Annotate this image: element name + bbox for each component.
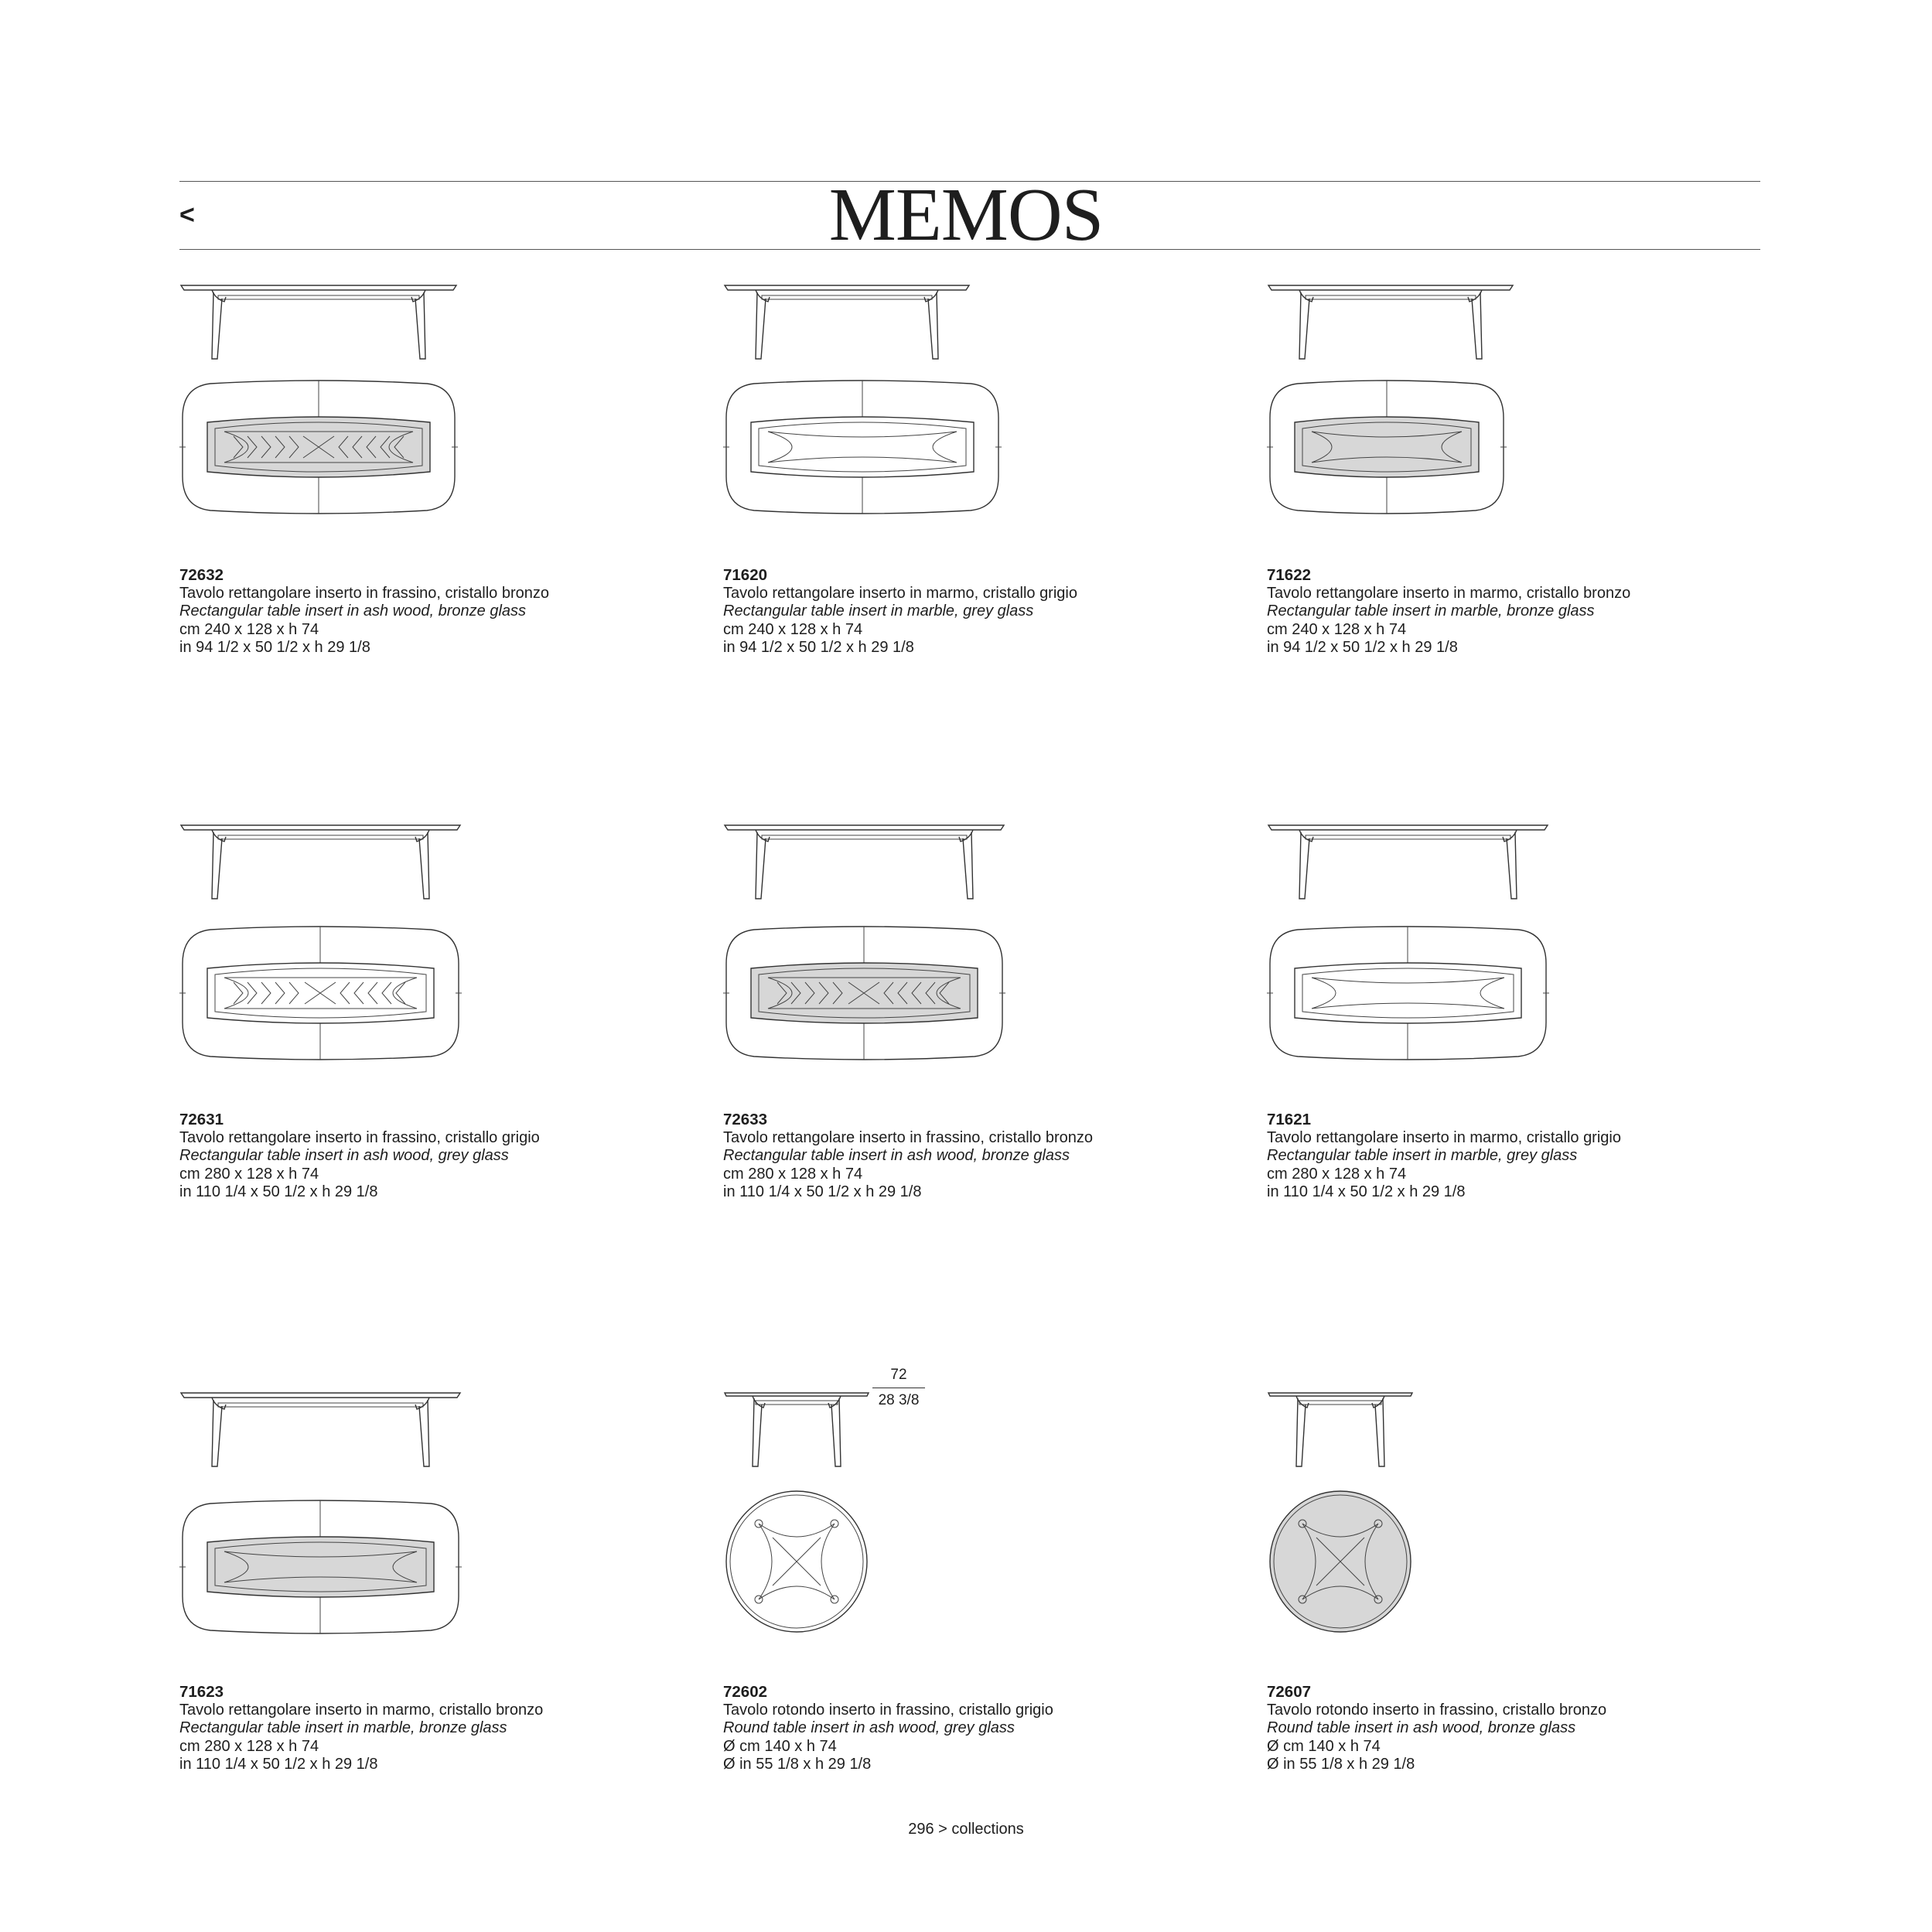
product-desc-it: Tavolo rettangolare inserto in marmo, cristallo bronzo xyxy=(1267,584,1631,602)
product-72631-plan xyxy=(179,927,462,1060)
product-72631-elevation xyxy=(179,821,462,906)
product-size-in: in 110 1/4 x 50 1/2 x h 29 1/8 xyxy=(723,1183,922,1200)
product-size-cm: cm 280 x 128 x h 74 xyxy=(1267,1165,1407,1183)
product-71621-elevation xyxy=(1267,821,1549,906)
height-dimension-note xyxy=(872,1366,925,1409)
product-71620-plan xyxy=(723,381,1002,514)
product-desc-en: Rectangular table insert in ash wood, bronze glass xyxy=(179,602,527,620)
product-size-cm: cm 280 x 128 x h 74 xyxy=(723,1165,863,1183)
product-71623-plan xyxy=(179,1500,462,1633)
product-code: 72632 xyxy=(179,566,224,584)
height-cm: 72 xyxy=(872,1366,925,1388)
product-code: 71621 xyxy=(1267,1111,1312,1128)
product-size-in: in 110 1/4 x 50 1/2 x h 29 1/8 xyxy=(1267,1183,1466,1200)
product-72632-plan xyxy=(179,381,458,514)
product-desc-en: Rectangular table insert in marble, bronze glass xyxy=(179,1719,507,1736)
product-size-cm: cm 240 x 128 x h 74 xyxy=(723,620,863,638)
product-size-in: in 110 1/4 x 50 1/2 x h 29 1/8 xyxy=(179,1183,378,1200)
product-caption-71620 xyxy=(723,566,1077,657)
product-72602-plan xyxy=(723,1488,870,1635)
product-code: 72631 xyxy=(179,1111,224,1128)
product-desc-it: Tavolo rettangolare inserto in marmo, cristallo grigio xyxy=(723,584,1077,602)
product-size-cm: Ø cm 140 x h 74 xyxy=(723,1737,837,1755)
product-desc-en: Round table insert in ash wood, bronze glass xyxy=(1267,1719,1576,1736)
product-size-cm: cm 240 x 128 x h 74 xyxy=(1267,620,1407,638)
product-caption-72632 xyxy=(179,566,549,657)
height-in: 28 3/8 xyxy=(878,1392,920,1408)
product-desc-it: Tavolo rettangolare inserto in frassino, cristallo bronzo xyxy=(179,584,550,602)
product-72632-elevation xyxy=(179,282,458,367)
product-code: 71622 xyxy=(1267,566,1312,584)
product-caption-72607 xyxy=(1267,1683,1606,1774)
product-size-cm: cm 240 x 128 x h 74 xyxy=(179,620,319,638)
product-71620-elevation xyxy=(723,282,971,367)
product-size-in: in 94 1/2 x 50 1/2 x h 29 1/8 xyxy=(179,639,370,656)
product-caption-71621 xyxy=(1267,1111,1621,1202)
product-desc-en: Rectangular table insert in ash wood, bronze glass xyxy=(723,1147,1070,1164)
page-title: MEMOS xyxy=(828,173,1104,257)
product-desc-en: Rectangular table insert in marble, bronze glass xyxy=(1267,602,1595,620)
product-desc-it: Tavolo rotondo inserto in frassino, cristallo bronzo xyxy=(1267,1701,1607,1719)
product-caption-72631 xyxy=(179,1111,540,1202)
product-desc-en: Rectangular table insert in ash wood, grey glass xyxy=(179,1147,509,1164)
product-size-in: in 94 1/2 x 50 1/2 x h 29 1/8 xyxy=(1267,639,1458,656)
product-72607-plan xyxy=(1267,1488,1414,1635)
product-desc-it: Tavolo rettangolare inserto in marmo, cristallo grigio xyxy=(1267,1128,1621,1146)
product-size-in: in 94 1/2 x 50 1/2 x h 29 1/8 xyxy=(723,639,914,656)
product-size-in: Ø in 55 1/8 x h 29 1/8 xyxy=(723,1756,872,1773)
product-72602-elevation xyxy=(723,1389,870,1474)
product-code: 72607 xyxy=(1267,1683,1312,1701)
product-size-in: Ø in 55 1/8 x h 29 1/8 xyxy=(1267,1756,1415,1773)
product-code: 72633 xyxy=(723,1111,768,1128)
product-desc-it: Tavolo rettangolare inserto in frassino, cristallo bronzo xyxy=(723,1128,1094,1146)
product-desc-en: Rectangular table insert in marble, grey glass xyxy=(1267,1147,1578,1164)
product-code: 71623 xyxy=(179,1683,224,1701)
product-size-cm: cm 280 x 128 x h 74 xyxy=(179,1165,319,1183)
product-desc-it: Tavolo rettangolare inserto in frassino, cristallo grigio xyxy=(179,1128,540,1146)
product-72607-elevation xyxy=(1267,1389,1414,1474)
product-code: 71620 xyxy=(723,566,768,584)
back-arrow-button[interactable]: < xyxy=(179,200,195,230)
product-71621-plan xyxy=(1267,927,1549,1060)
product-desc-en: Rectangular table insert in marble, grey glass xyxy=(723,602,1034,620)
product-size-cm: Ø cm 140 x h 74 xyxy=(1267,1737,1381,1755)
product-size-cm: cm 280 x 128 x h 74 xyxy=(179,1737,319,1755)
product-72633-elevation xyxy=(723,821,1005,906)
product-desc-en: Round table insert in ash wood, grey glass xyxy=(723,1719,1015,1736)
product-71622-elevation xyxy=(1267,282,1514,367)
product-72633-plan xyxy=(723,927,1005,1060)
product-desc-it: Tavolo rotondo inserto in frassino, cristallo grigio xyxy=(723,1701,1053,1719)
product-caption-72602 xyxy=(723,1683,1053,1774)
product-71623-elevation xyxy=(179,1389,462,1474)
page-footer[interactable]: 296 > collections xyxy=(908,1821,1024,1838)
product-caption-71622 xyxy=(1267,566,1630,657)
product-caption-71623 xyxy=(179,1683,543,1774)
product-code: 72602 xyxy=(723,1683,768,1701)
product-caption-72633 xyxy=(723,1111,1093,1202)
product-desc-it: Tavolo rettangolare inserto in marmo, cristallo bronzo xyxy=(179,1701,544,1719)
product-size-in: in 110 1/4 x 50 1/2 x h 29 1/8 xyxy=(179,1756,378,1773)
product-71622-plan xyxy=(1267,381,1507,514)
